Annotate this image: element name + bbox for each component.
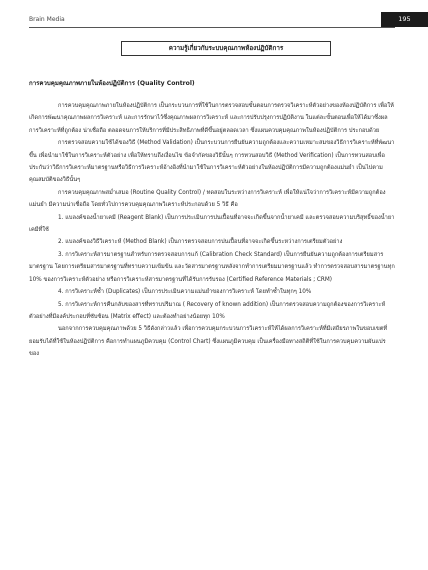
paragraph-method-validation: การตรวจสอบความใช้ได้ของวิธี (Method Validation) เป็นกระบวนการยืนยันความถูกต้องและความเหมาะสมของวิธีการวิเคราะห์ที่พัฒนาขึ้น เพื่อนำมาใช้ในการวิเคราะห์ตัวอย่าง เพื่อให้ทราบถึงเงื่อนไข ข้อจำกัดของวิธีนั้นๆ การทวนสอบวิธี (Method Verification) เป็นการทวนสอบเพื่อประกันว่าวิธีการวิเคราะห์มาตรฐานหรือวิธีการวิเคราะห์อ้างอิงที่นำมาใช้ในการวิเคราะห์ตัวอย่างในห้องปฏิบัติการมีความถูกต้องแม่นยำ เป็นไปตามคุณสมบัติของวิธีนั้นๆ [29,140,395,184]
list-item-recovery: 5. การวิเคราะห์การคืนกลับของสารที่ทราบปริมาณ ( Recovery of known addition) เป็นการตรวจสอบความถูกต้องของการวิเคราะห์ตัวอย่างที่มีองค์ประกอบที่ซับซ้อน (Matrix effect) และต้องทำอย่างน้อยทุก 10% [29,301,386,320]
paragraph-intro: การควบคุมคุณภาพภายในห้องปฏิบัติการ เป็นกระบวนการที่ใช้ในการตรวจสอบขั้นตอนการตรวจวิเคราะห์ตัวอย่างของห้องปฏิบัติการ เพื่อให้เกิดการพัฒนาคุณภาพผลการวิเคราะห์ และการรักษาไว้ซึ่งคุณภาพผลการวิเคราะห์ และการปรับปรุงการปฏิบัติงาน ในแต่ละขั้นตอนเพื่อให้ได้มาซึ่งผลการวิเคราะห์ที่ถูกต้อง น่าเชื่อถือ ตลอดจนการให้บริการที่มีประสิทธิภาพที่ดีขึ้นอยู่ตลอดเวลา ซึ่งแผนควบคุมคุณภาพในห้องปฏิบัติการ ประกอบด้วย [29,103,394,134]
document-body [29,80,395,361]
list-item-duplicates: 4. การวิเคราะห์ซ้ำ (Duplicates) เป็นการประเมินความแม่นยำของการวิเคราะห์ โดยทำซ้ำในทุกๆ 10% [58,289,312,296]
paragraph-routine-qc: การควบคุมคุณภาพสม่ำเสมอ (Routine Quality Control) / ทดสอบในระหว่างการวิเคราะห์ เพื่อให้แน่ใจว่าการวิเคราะห์มีความถูกต้องแม่นยำ มีความน่าเชื่อถือ โดยทั่วไปการควบคุมคุณภาพวิเคราะห์ประกอบด้วย 5 วิธี คือ [29,189,386,209]
list-item-method-blank: 2. แบลงค์ของวิธีวิเคราะห์ (Method Blank) เป็นการตรวจสอบการปนเปื้อนที่อาจจะเกิดขึ้นระหว่างการเตรียมตัวอย่าง [58,239,343,246]
paragraph-control-chart: นอกจากการควบคุมคุณภาพด้วย 5 วิธีดังกล่าวแล้ว เพื่อการควบคุมกระบวนการวิเคราะห์ให้ได้ผลการวิเคราะห์ที่มีเสถียรภาพในขอบเขตที่ยอมรับได้ที่ใช้ในห้องปฏิบัติการ คือการทำแผนภูมิควบคุม (Control Chart) ซึ่งแผนภูมิควบคุม เป็นเครื่องมือทางสถิติที่ใช้ในการควบคุมความผันแปรของ [29,326,388,358]
header-divider [29,27,395,28]
list-item-calibration-check: 3. การวิเคราะห์สารมาตรฐานสำหรับการตรวจสอบการแก้ (Calibration Check Standard) เป็นการยืนยันความถูกต้องการเตรียมสารมาตรฐาน โดยการเตรียมสารมาตรฐานที่ทราบความเข้มข้น และวัดสารมาตรฐานหลังจากทำการเตรียมมาตรฐานแล้ว ทำการตรวจสอบสารมาตรฐานทุก 10% ของการวิเคราะห์ตัวอย่าง หรือการวิเคราะห์สารมาตรฐานที่ได้รับการรับรอง (Certified Reference Materials ; CRM) [29,251,395,283]
page-number-badge: 195 [381,12,428,27]
list-item-reagent-blank: 1. แบลงค์ของน้ำยาเคมี (Reagent Blank) เป็นการประเมินการปนเปื้อนที่อาจจะเกิดขึ้นจากน้ำยาเคมี และตรวจสอบความบริสุทธิ์ของน้ำยาเคมีที่ใช้ [29,214,395,234]
subheading-quality-control: การควบคุมคุณภาพภายในห้องปฏิบัติการ (Quality Control) [29,80,195,87]
running-header-title: Brain Media [29,16,65,23]
section-title: ความรู้เกี่ยวกับระบบคุณภาพห้องปฏิบัติการ [121,41,331,56]
